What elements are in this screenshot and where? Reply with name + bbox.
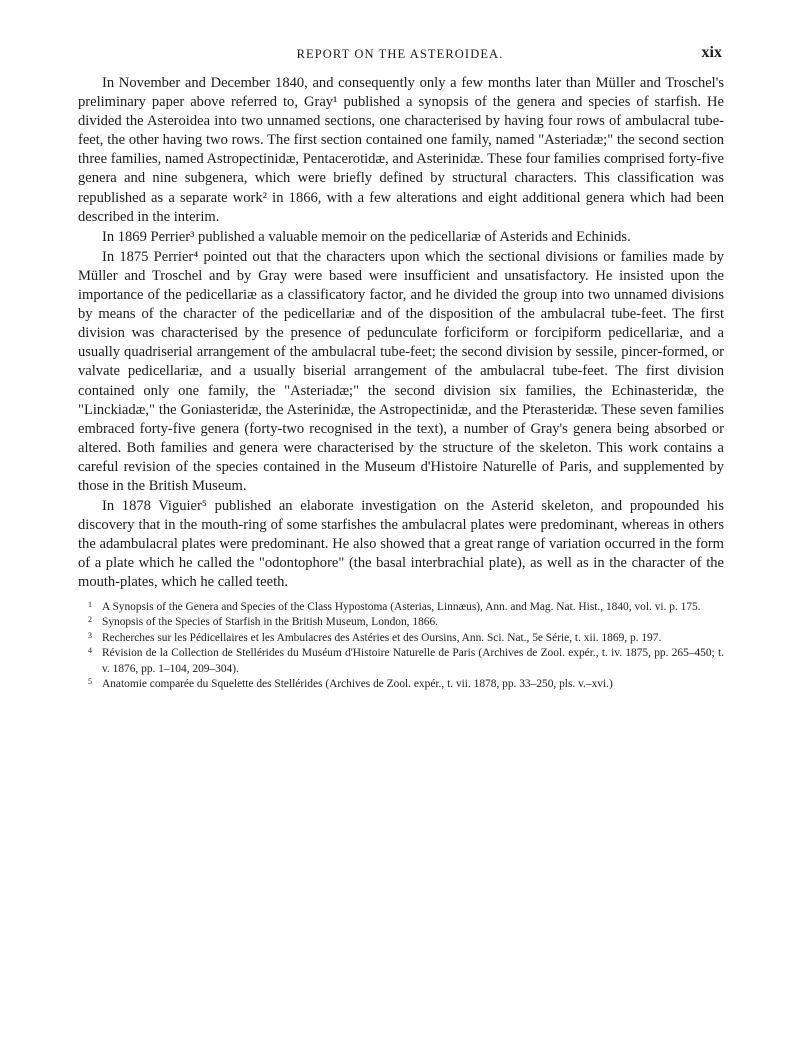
footnote-mark: 3	[88, 630, 92, 640]
footnote	[78, 677, 724, 693]
footnote	[78, 631, 724, 647]
footnotes	[78, 600, 724, 693]
paragraph-viguier-1878: In 1878 Viguier⁵ published an elaborate investigation on the Asterid skeleton, and propounded his discovery that in the mouth-ring of some starfishes the ambulacral plates were predominant, whereas in others the adambulacral plates were predominant. He also showed that a great range of variation occurred in the form of a plate which he called the "odontophore" (the basal interbrachial plate), as well as in the character of the mouth-plates, which he called teeth.	[78, 498, 724, 591]
footnote-mark: 4	[88, 646, 92, 656]
footnote	[78, 646, 724, 677]
footnote-text: A Synopsis of the Genera and Species of the Class Hypostoma (Asterias, Linnæus), Ann. and Mag. Nat. Hist., 1840, vol. vi. p. 175.	[102, 600, 701, 613]
page-body	[78, 74, 724, 693]
footnote-text: Recherches sur les Pédicellaires et les Ambulacres des Astéries et des Oursins, Ann. Sci. Nat., 5e Série, t. xii. 1869, p. 197.	[102, 631, 662, 644]
running-head: REPORT ON THE ASTEROIDEA.	[296, 47, 504, 61]
page-header	[78, 44, 722, 64]
paragraph-gray-1840: In November and December 1840, and consequently only a few months later than Müller and Troschel's preliminary paper above referred to, Gray¹ published a synopsis of the genera and species of starfish. He divided the Asteroidea into two unnamed sections, one characterised by having four rows of ambulacral tube-feet, the other having two rows. The first section contained one family, named "Asteriadæ;" the second section three families, named Astropectinidæ, Pentacerotidæ, and Asterinidæ. These four families comprised forty-five genera and nine subgenera, which were briefly defined by structural characters. This classification was republished as a separate work² in 1866, with a few alterations and eight additional genera which had been described in the interim.	[78, 75, 724, 225]
footnote-text: Anatomie comparée du Squelette des Stellérides (Archives de Zool. expér., t. vii. 1878, pp. 33–250, pls. v.–xvi.)	[102, 678, 613, 691]
footnote	[78, 600, 724, 616]
footnote-mark: 2	[88, 615, 92, 625]
page-number: xix	[701, 44, 722, 61]
paragraph-perrier-1875: In 1875 Perrier⁴ pointed out that the characters upon which the sectional divisions or families made by Müller and Troschel and by Gray were based were insufficient and unsatisfactory. He insisted upon the importance of the pedicellariæ as a classificatory factor, and he divided the group into two unnamed divisions by means of the character of the pedicellariæ and of the disposition of the ambulacral tube-feet. The first division was characterised by the presence of pedunculate forficiform or forcipiform pedicellariæ, and a usually quadriserial arrangement of the ambulacral tube-feet; the second division by sessile, pincer-formed, or valvate pedicellariæ, and a usually biserial arrangement of the ambulacral tube-feet. The first division contained only one family, the "Asteriadæ;" the second division six families, the Echinasteridæ, the "Linckiadæ," the Goniasteridæ, the Asterinidæ, the Astropectinidæ, and the Pterasteridæ. These seven families embraced forty-five genera (forty-two recognised in the text), a number of Gray's genera being absorbed or altered. Both families and genera were characterised by the structure of the skeleton. This work contains a careful revision of the species contained in the Museum d'Histoire Naturelle of Paris, and supplemented by those in the British Museum.	[78, 248, 724, 494]
footnote-text: Synopsis of the Species of Starfish in the British Museum, London, 1866.	[102, 616, 439, 629]
footnote-mark: 1	[88, 599, 92, 609]
paragraph-perrier-1869: In 1869 Perrier³ published a valuable memoir on the pedicellariæ of Asterids and Echinids.	[102, 228, 631, 245]
footnote-mark: 5	[88, 677, 92, 687]
footnote	[78, 615, 724, 631]
footnote-text: Révision de la Collection de Stellérides du Muséum d'Histoire Naturelle de Paris (Archives de Zool. expér., t. iv. 1875, pp. 265–450; t. v. 1876, pp. 1–104, 209–304).	[102, 647, 724, 675]
